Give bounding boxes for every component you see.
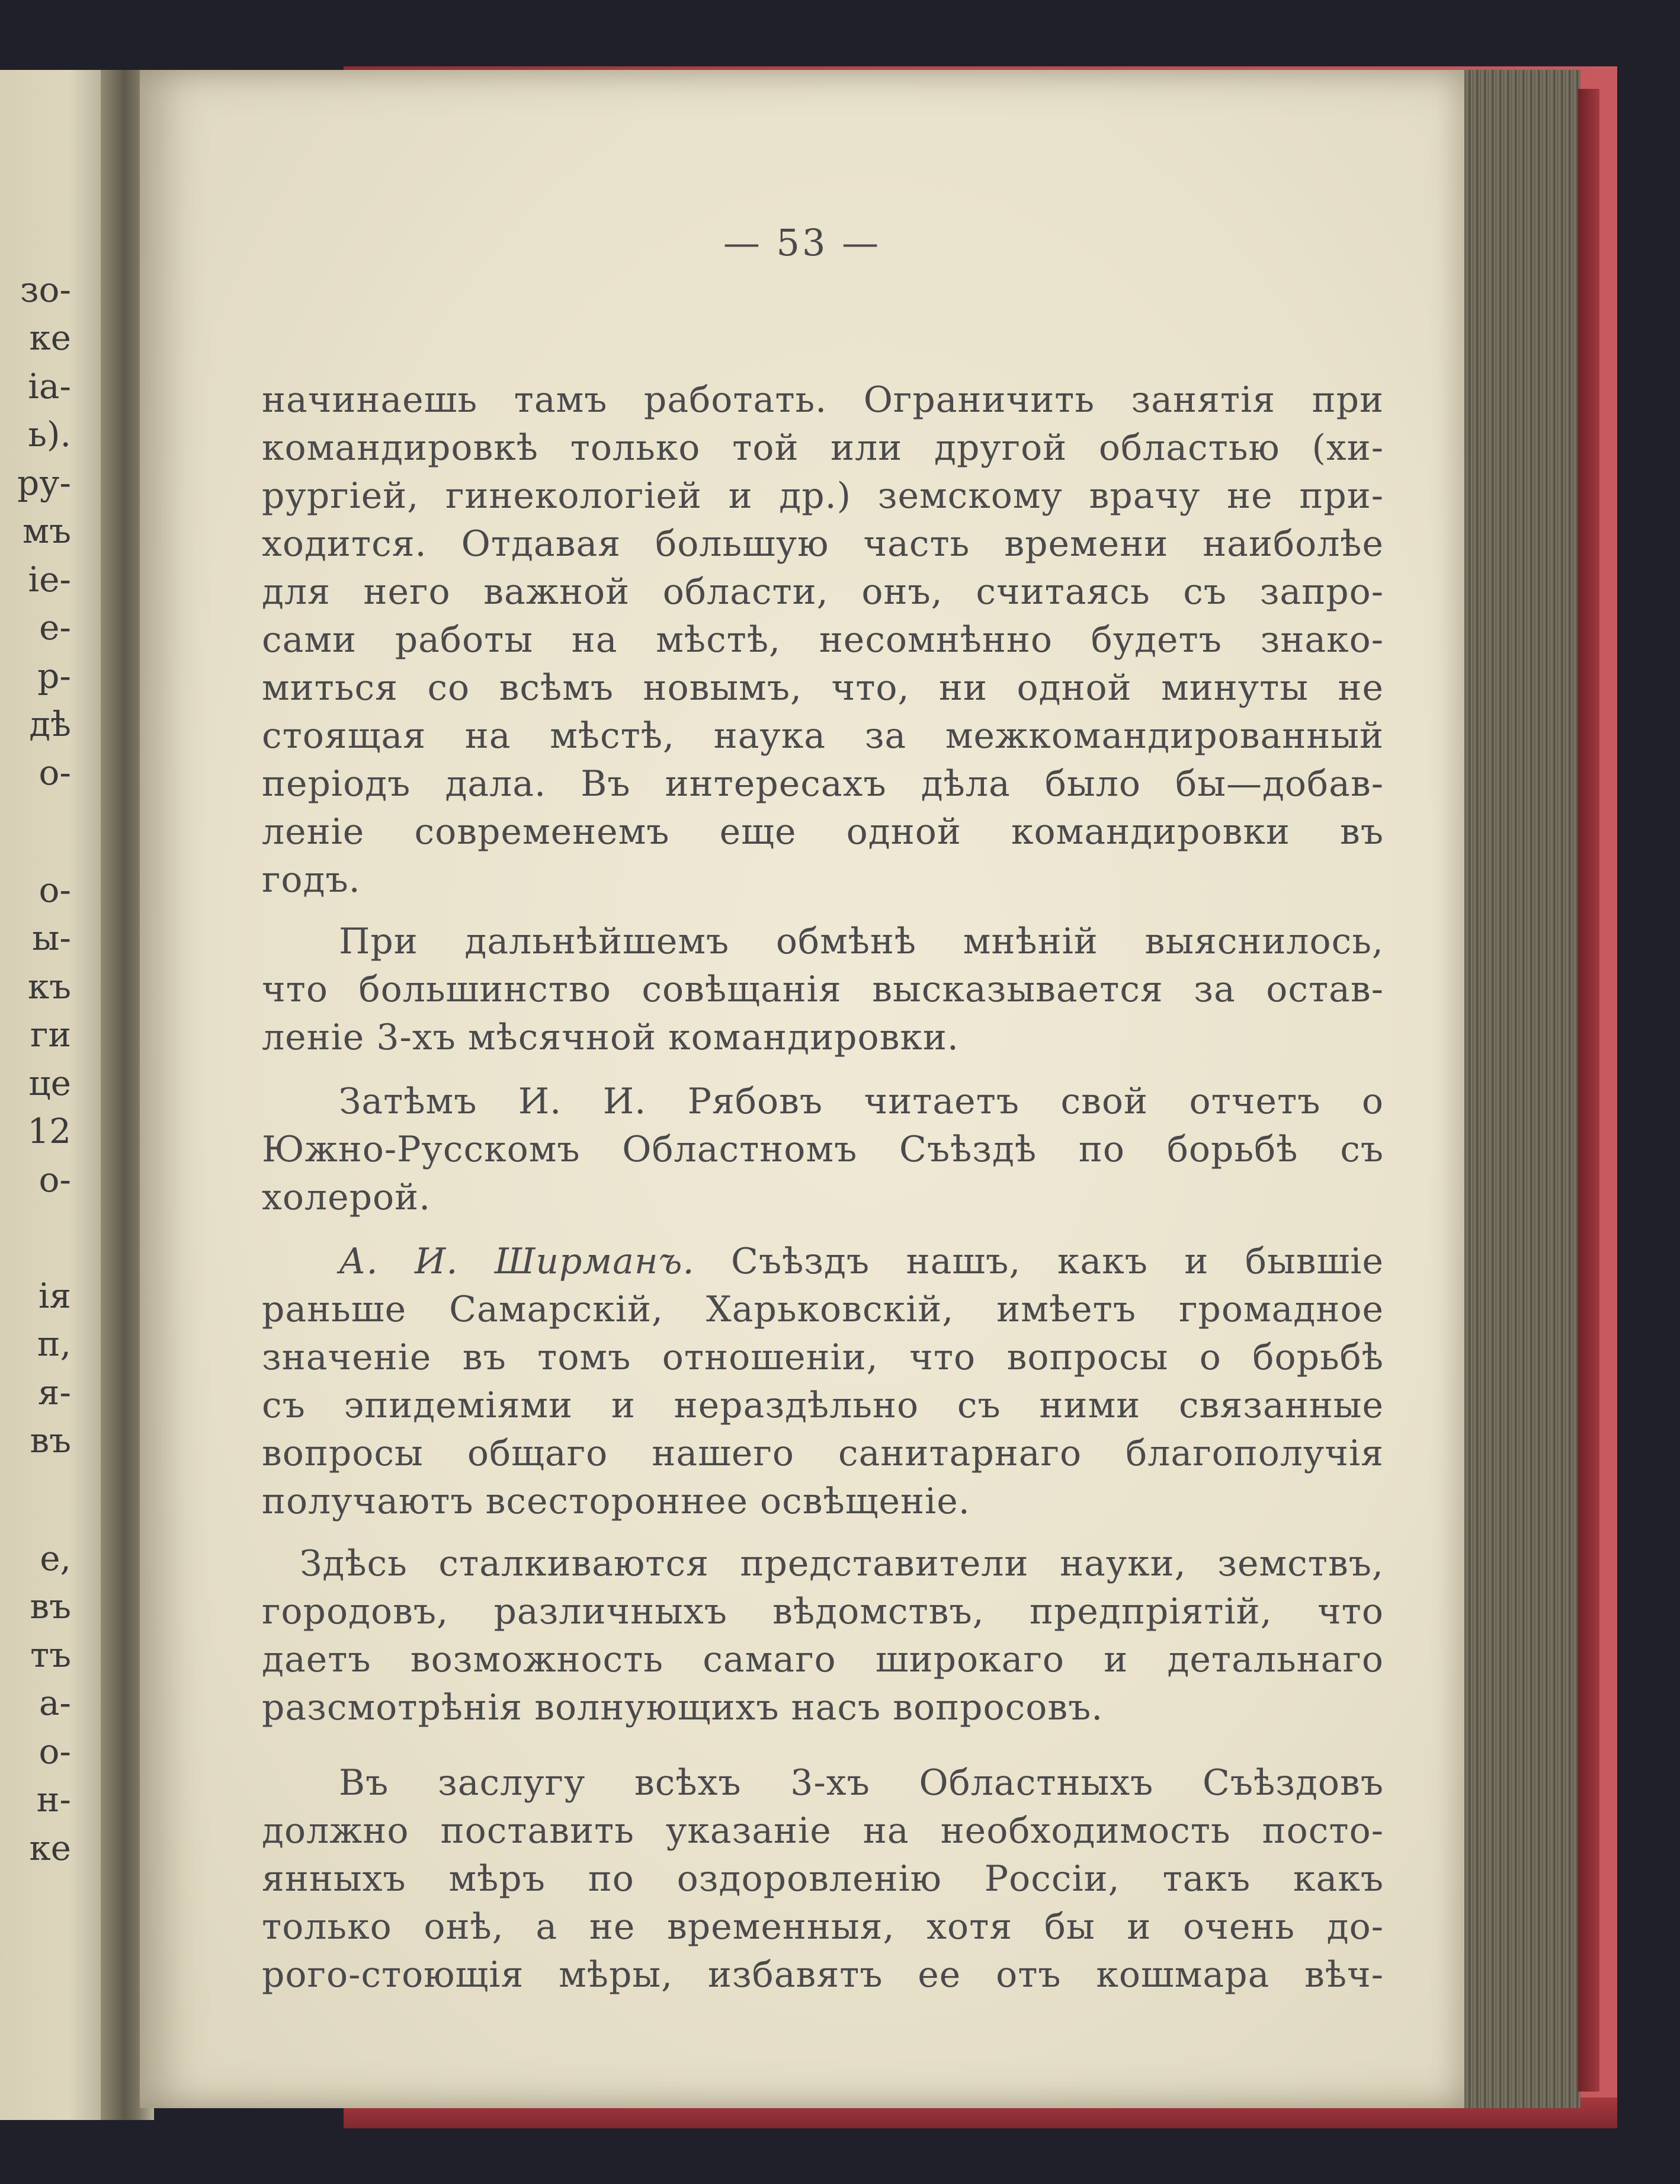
text-line: значеніе въ томъ отношеніи, что вопросы о борьбѣ: [262, 1337, 1384, 1378]
text-line: командировкѣ только той или другой областью (хи-: [262, 427, 1384, 469]
text-line: стоящая на мѣстѣ, наука за межкомандированный: [262, 715, 1384, 757]
text-line: годъ.: [262, 859, 361, 901]
text-line: [339, 1237, 1384, 1286]
text-line: При дальнѣйшемъ обмѣнѣ мнѣній выяснилось,: [339, 921, 1384, 962]
text-line: миться со всѣмъ новымъ, что, ни одной минуты не: [262, 667, 1384, 709]
text-line-rest: Съѣздъ нашъ, какъ и бывшіе: [731, 1241, 1384, 1282]
cover-spine-edge: [1578, 89, 1599, 2092]
left-page-fragment: ру-: [17, 463, 71, 503]
left-page-fragment: зо-: [20, 270, 71, 310]
left-page-fragment: іа-: [28, 366, 71, 406]
left-page-fragment: тъ: [30, 1635, 71, 1675]
left-page-fragment: къ: [27, 966, 71, 1007]
text-line: сами работы на мѣстѣ, несомнѣнно будетъ знако-: [262, 619, 1384, 661]
left-page-fragment: п,: [37, 1324, 71, 1364]
left-page-fragment: а-: [39, 1683, 71, 1723]
left-page-fragment: іе-: [28, 559, 71, 600]
left-page-fragment: ія: [38, 1276, 71, 1316]
left-page-fragment: ы-: [32, 918, 71, 958]
text-line: рого-стоющія мѣры, избавятъ ее отъ кошмара вѣч-: [262, 1954, 1384, 1996]
left-page-fragment: е,: [40, 1538, 71, 1578]
left-page-fragment: я-: [37, 1372, 71, 1413]
left-page-fragment: о-: [39, 1160, 71, 1200]
text-line: даетъ возможность самаго широкаго и детальнаго: [262, 1639, 1384, 1680]
left-page-fragment: ке: [29, 1828, 71, 1868]
speaker-name: А. И. Ширманъ.: [339, 1241, 695, 1282]
left-page-fragment: р-: [37, 656, 71, 696]
text-line: съ эпидеміями и нераздѣльно съ ними связанные: [262, 1385, 1384, 1426]
text-line: городовъ, различныхъ вѣдомствъ, предпріятій, что: [262, 1591, 1384, 1632]
left-page-fragment: въ: [30, 1586, 71, 1626]
text-line: леніе 3-хъ мѣсячной командировки.: [262, 1017, 959, 1058]
text-line: Затѣмъ И. И. Рябовъ читаетъ свой отчетъ о: [339, 1081, 1384, 1122]
text-line: что большинство совѣщанія высказывается за остав-: [262, 969, 1384, 1010]
text-line: Въ заслугу всѣхъ 3-хъ Областныхъ Съѣздовъ: [339, 1762, 1384, 1804]
text-line: леніе современемъ еще одной командировки въ: [262, 811, 1384, 853]
text-line: раньше Самарскій, Харьковскій, имѣетъ громадное: [262, 1289, 1384, 1330]
left-page-fragment: мъ: [22, 511, 71, 551]
left-page-fragment: о-: [39, 1731, 71, 1772]
left-page-fragment: въ: [30, 1420, 71, 1461]
left-page-fragment: дѣ: [29, 704, 71, 744]
text-line: янныхъ мѣръ по оздоровленію Россіи, такъ какъ: [262, 1858, 1384, 1900]
text-line: разсмотрѣнія волнующихъ насъ вопросовъ.: [262, 1687, 1104, 1728]
text-line: періодъ дала. Въ интересахъ дѣла было бы—добав-: [262, 763, 1384, 805]
left-page-fragment: ги: [30, 1014, 71, 1055]
page-number: — 53 —: [723, 221, 881, 264]
text-line: получаютъ всестороннее освѣщеніе.: [262, 1481, 970, 1522]
left-page-fragment: ке: [29, 318, 71, 358]
left-page-fragment: о-: [39, 752, 71, 793]
text-line: рургіей, гинекологіей и др.) земскому врачу не при-: [262, 475, 1384, 517]
text-line: вопросы общаго нашего санитарнаго благополучія: [262, 1433, 1384, 1474]
text-line: должно поставить указаніе на необходимость посто-: [262, 1810, 1384, 1852]
left-page-fragment: це: [28, 1063, 71, 1103]
left-page-fragment: о-: [39, 870, 71, 910]
book-page: [140, 70, 1464, 2108]
left-page-fragment: 12: [27, 1111, 71, 1151]
text-line: только онѣ, а не временныя, хотя бы и очень до-: [262, 1906, 1384, 1948]
left-page-fragment: е-: [39, 607, 71, 648]
text-line: Здѣсь сталкиваются представители науки, земствъ,: [300, 1543, 1384, 1584]
text-line: холерой.: [262, 1177, 431, 1218]
text-line: для него важной области, онъ, считаясь съ запро-: [262, 571, 1384, 613]
left-page-fragment: н-: [36, 1779, 71, 1820]
text-line: Южно-Русскомъ Областномъ Съѣздѣ по борьбѣ съ: [262, 1129, 1384, 1170]
text-line: начинаешь тамъ работать. Ограничить занятія при: [262, 379, 1384, 421]
text-line: ходится. Отдавая большую часть времени наиболѣе: [262, 523, 1384, 565]
page-edges: [1462, 70, 1580, 2108]
left-page-fragment: ь).: [28, 414, 71, 454]
